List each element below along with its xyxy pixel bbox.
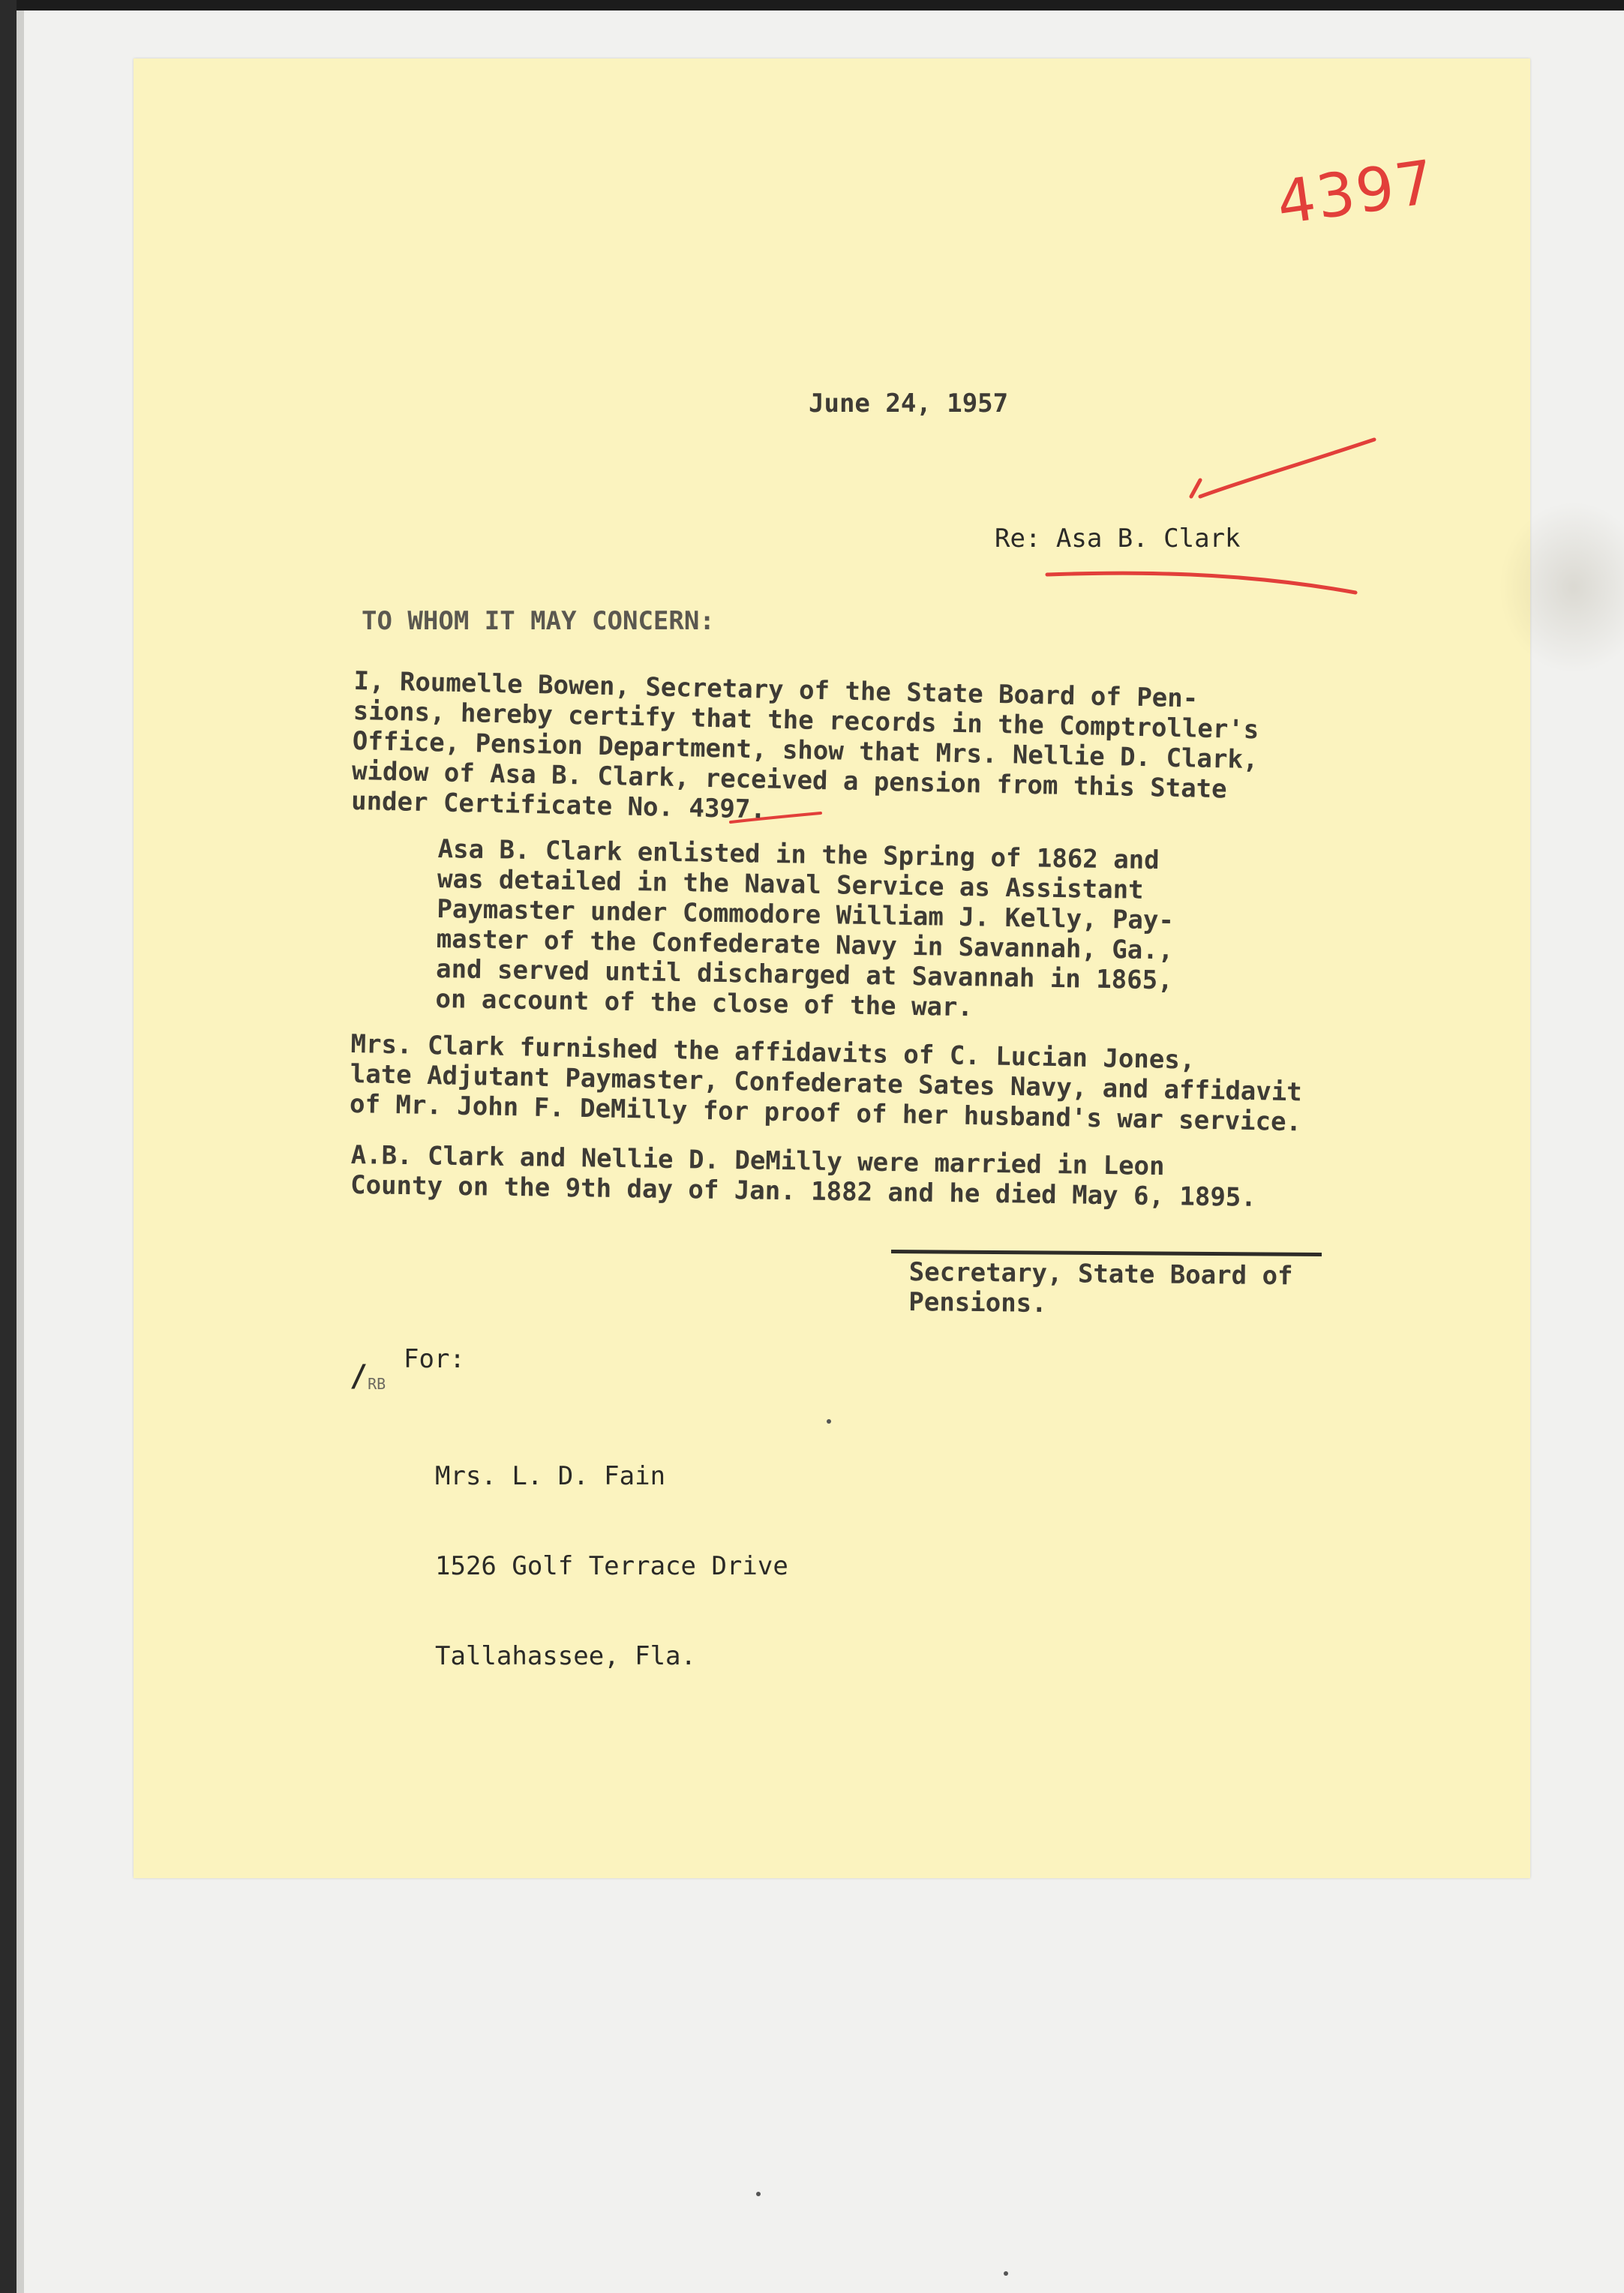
- salutation: TO WHOM IT MAY CONCERN:: [362, 606, 715, 636]
- paragraph-marriage: A.B. Clark and Nellie D. DeMilly were married in Leon County on the 9th day of Jan. 1882 and he died May 6, 1895.: [350, 1140, 1257, 1213]
- recipient-address: [435, 1401, 788, 1701]
- red-underline-re: [1044, 564, 1359, 602]
- paper-speck: [827, 1419, 831, 1424]
- letter-date: June 24, 1957: [809, 389, 1009, 419]
- paragraph-service: Asa B. Clark enlisted in the Spring of 1862 and was detailed in the Naval Service as Assistant Paymaster under Commodore William J. Kelly, Pay- master of the Confederate Navy in Savannah, Ga., and served until discharged at Savannah in 1865, on account of the close of the war.: [435, 834, 1175, 1023]
- paragraph-affidavits: Mrs. Clark furnished the affidavits of C. Lucian Jones, late Adjutant Paymaster, Confederate Sates Navy, and affidavit of Mr. John F. DeMilly for proof of her husband's war service.: [349, 1029, 1303, 1138]
- handwritten-file-number: 4397: [1272, 146, 1440, 239]
- red-check-mark-icon: [1185, 435, 1380, 503]
- typist-initials: [350, 1359, 386, 1394]
- address-line: 1526 Golf Terrace Drive: [435, 1551, 788, 1581]
- initials-slash: /: [350, 1359, 368, 1394]
- address-line: Tallahassee, Fla.: [435, 1641, 696, 1671]
- for-label: For:: [404, 1344, 465, 1374]
- signature-title: Secretary, State Board of Pensions.: [908, 1257, 1293, 1319]
- address-line: Mrs. L. D. Fain: [435, 1461, 666, 1491]
- paper-speck: [756, 2192, 761, 2196]
- scan-left-edge: [0, 0, 17, 2293]
- scan-left-edge-inner: [17, 11, 24, 2293]
- paragraph-certification: I, Roumelle Bowen, Secretary of the State Board of Pen- sions, hereby certify that the records in the Comptroller's Office, Pension Department, show that Mrs. Nellie D. Clark, widow of Asa B. Clark, received a pension from this State under Certificate No. 4397.: [350, 666, 1259, 825]
- paper-smudge: [1499, 501, 1624, 674]
- initials-text: RB: [368, 1375, 386, 1393]
- paper-speck: [1004, 2271, 1008, 2276]
- subject-line: Re: Asa B. Clark: [995, 524, 1241, 554]
- scan-top-edge: [0, 0, 1624, 11]
